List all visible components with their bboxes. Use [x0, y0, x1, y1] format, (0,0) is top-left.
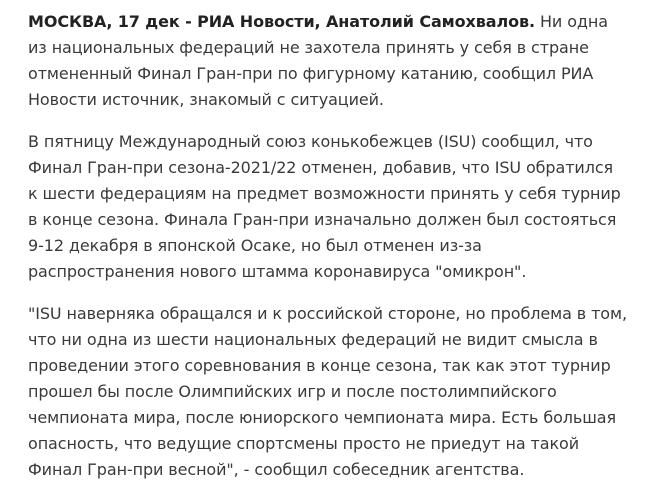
article-dateline: МОСКВА, 17 дек - РИА Новости, Анатолий Самохвалов. [28, 12, 535, 31]
article-paragraph-1-text: Ни одна из национальных федераций не захотела принять у себя в стране отмененный Финал Гран-при по фигурному катанию, сообщил РИА Новости источник, знакомый с ситуацией. [28, 12, 608, 109]
article-paragraph-3: "ISU наверняка обращался и к российской стороне, но проблема в том, что ни одна из шести национальных федераций не видит смысла в проведении этого соревнования в конце сезона, так как этот турнир прошел бы после Олимпийских игр и после постолимпийского чемпионата мира, после юниорского чемпионата мира. Есть большая опасность, что ведущие спортсмены просто не приедут на такой Финал Гран-при весной", - сообщил собеседник агентства. [28, 304, 627, 479]
article-paragraph-1 [28, 9, 627, 113]
article-paragraph-2: В пятницу Международный союз конькобежцев (ISU) сообщил, что Финал Гран-при сезона-2021/22 отменен, добавив, что ISU обратился к шести федерациям на предмет возможности принять у себя турнир в конце сезона. Финала Гран-при изначально должен был состояться 9-12 декабря в японской Осаке, но был отменен из-за распространения нового штамма коронавируса "омикрон". [28, 132, 621, 281]
